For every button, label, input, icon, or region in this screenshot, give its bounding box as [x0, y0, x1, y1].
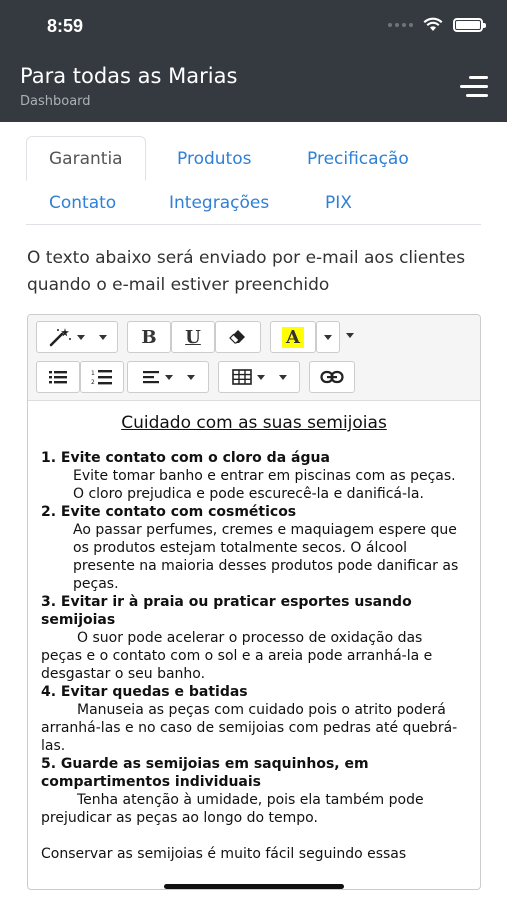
- chevron-down-icon: [77, 335, 85, 340]
- tab-garantia[interactable]: Garantia: [26, 136, 146, 181]
- tab-pix[interactable]: PIX: [325, 193, 352, 213]
- chevron-down-icon: [324, 335, 332, 340]
- item-heading: 1. Evite contato com o cloro da água: [41, 450, 330, 466]
- chevron-down-icon: [346, 333, 354, 338]
- bold-button[interactable]: B: [127, 321, 171, 353]
- tab-precificacao[interactable]: Precificação: [307, 149, 409, 169]
- style-button[interactable]: [36, 321, 118, 353]
- bullet-list-button[interactable]: [36, 361, 80, 393]
- home-indicator[interactable]: [164, 884, 344, 889]
- numbered-list-icon: [91, 368, 113, 386]
- settings-tabs: [26, 136, 481, 225]
- editor-content[interactable]: [28, 402, 480, 889]
- menu-icon: [459, 74, 489, 100]
- item-body: Tenha atenção à umidade, pois ela também pode prejudicar as peças ao longo do tempo.: [41, 792, 424, 826]
- document-title: Cuidado com as suas semijoias: [121, 413, 387, 433]
- chevron-down-icon: [187, 375, 195, 380]
- bullet-list-icon: [48, 369, 68, 385]
- svg-text:1: 1: [91, 370, 95, 377]
- clear-format-button[interactable]: [215, 321, 261, 353]
- item-heading: 4. Evitar quedas e batidas: [41, 684, 248, 700]
- item-body: Evite tomar banho e entrar em piscinas com as peças. O cloro prejudica e pode escurecê-la e danificá-la.: [73, 468, 456, 502]
- highlight-color-dropdown[interactable]: [316, 321, 340, 353]
- tab-integracoes[interactable]: Integrações: [169, 193, 270, 213]
- tab-produtos[interactable]: Produtos: [177, 149, 252, 169]
- link-icon: [320, 370, 344, 384]
- page-subtitle: Dashboard: [20, 94, 91, 109]
- underline-button[interactable]: U: [171, 321, 215, 353]
- rich-text-editor: [27, 314, 481, 890]
- highlight-color-button[interactable]: [270, 321, 316, 353]
- align-left-icon: [142, 370, 160, 384]
- battery-icon: [453, 18, 483, 32]
- chevron-down-icon: [257, 375, 265, 380]
- tab-contato[interactable]: Contato: [49, 193, 117, 213]
- svg-text:2: 2: [91, 379, 95, 386]
- numbered-list-button[interactable]: [80, 361, 124, 393]
- signal-icon: [388, 23, 413, 27]
- table-icon: [232, 369, 252, 385]
- intro-text: O texto abaixo será enviado por e-mail aos clientes quando o e-mail estiver preenchido: [27, 248, 466, 295]
- magic-wand-icon: [48, 327, 72, 347]
- item-body: O suor pode acelerar o processo de oxidação das peças e o contato com o sol e a areia pode arranhá-la e desgastar o seu banho.: [41, 630, 433, 682]
- item-heading: 5. Guarde as semijoias em saquinhos, em compartimentos individuais: [41, 756, 369, 790]
- item-body: Manuseia as peças com cuidado pois o atrito poderá arranhá-las e no caso de semijoias com pedras até quebrá-las.: [41, 702, 458, 754]
- top-navbar: [0, 52, 507, 122]
- link-button[interactable]: [309, 361, 355, 393]
- item-heading: 3. Evitar ir à praia ou praticar esportes usando semijoias: [41, 594, 412, 628]
- status-icons: [388, 17, 483, 32]
- chevron-down-icon: [165, 375, 173, 380]
- item-body: Ao passar perfumes, cremes e maquiagem espere que os produtos estejam totalmente secos. O álcool presente na maioria desses produtos pode danificar as peças.: [73, 522, 459, 592]
- editor-toolbar: [28, 315, 480, 401]
- closing-text: Conservar as semijoias é muito fácil seguindo essas: [41, 846, 407, 862]
- highlight-letter-icon: A: [282, 327, 304, 348]
- chevron-down-icon: [99, 335, 107, 340]
- table-button[interactable]: [218, 361, 300, 393]
- app-title: Para todas as Marias: [20, 64, 238, 88]
- status-time: 8:59: [47, 16, 84, 36]
- eraser-icon: [229, 329, 247, 345]
- wifi-icon: [423, 17, 443, 32]
- chevron-down-icon: [279, 375, 287, 380]
- item-heading: 2. Evite contato com cosméticos: [41, 504, 297, 520]
- status-bar: [0, 0, 507, 52]
- align-button[interactable]: [127, 361, 209, 393]
- menu-button[interactable]: [459, 74, 489, 100]
